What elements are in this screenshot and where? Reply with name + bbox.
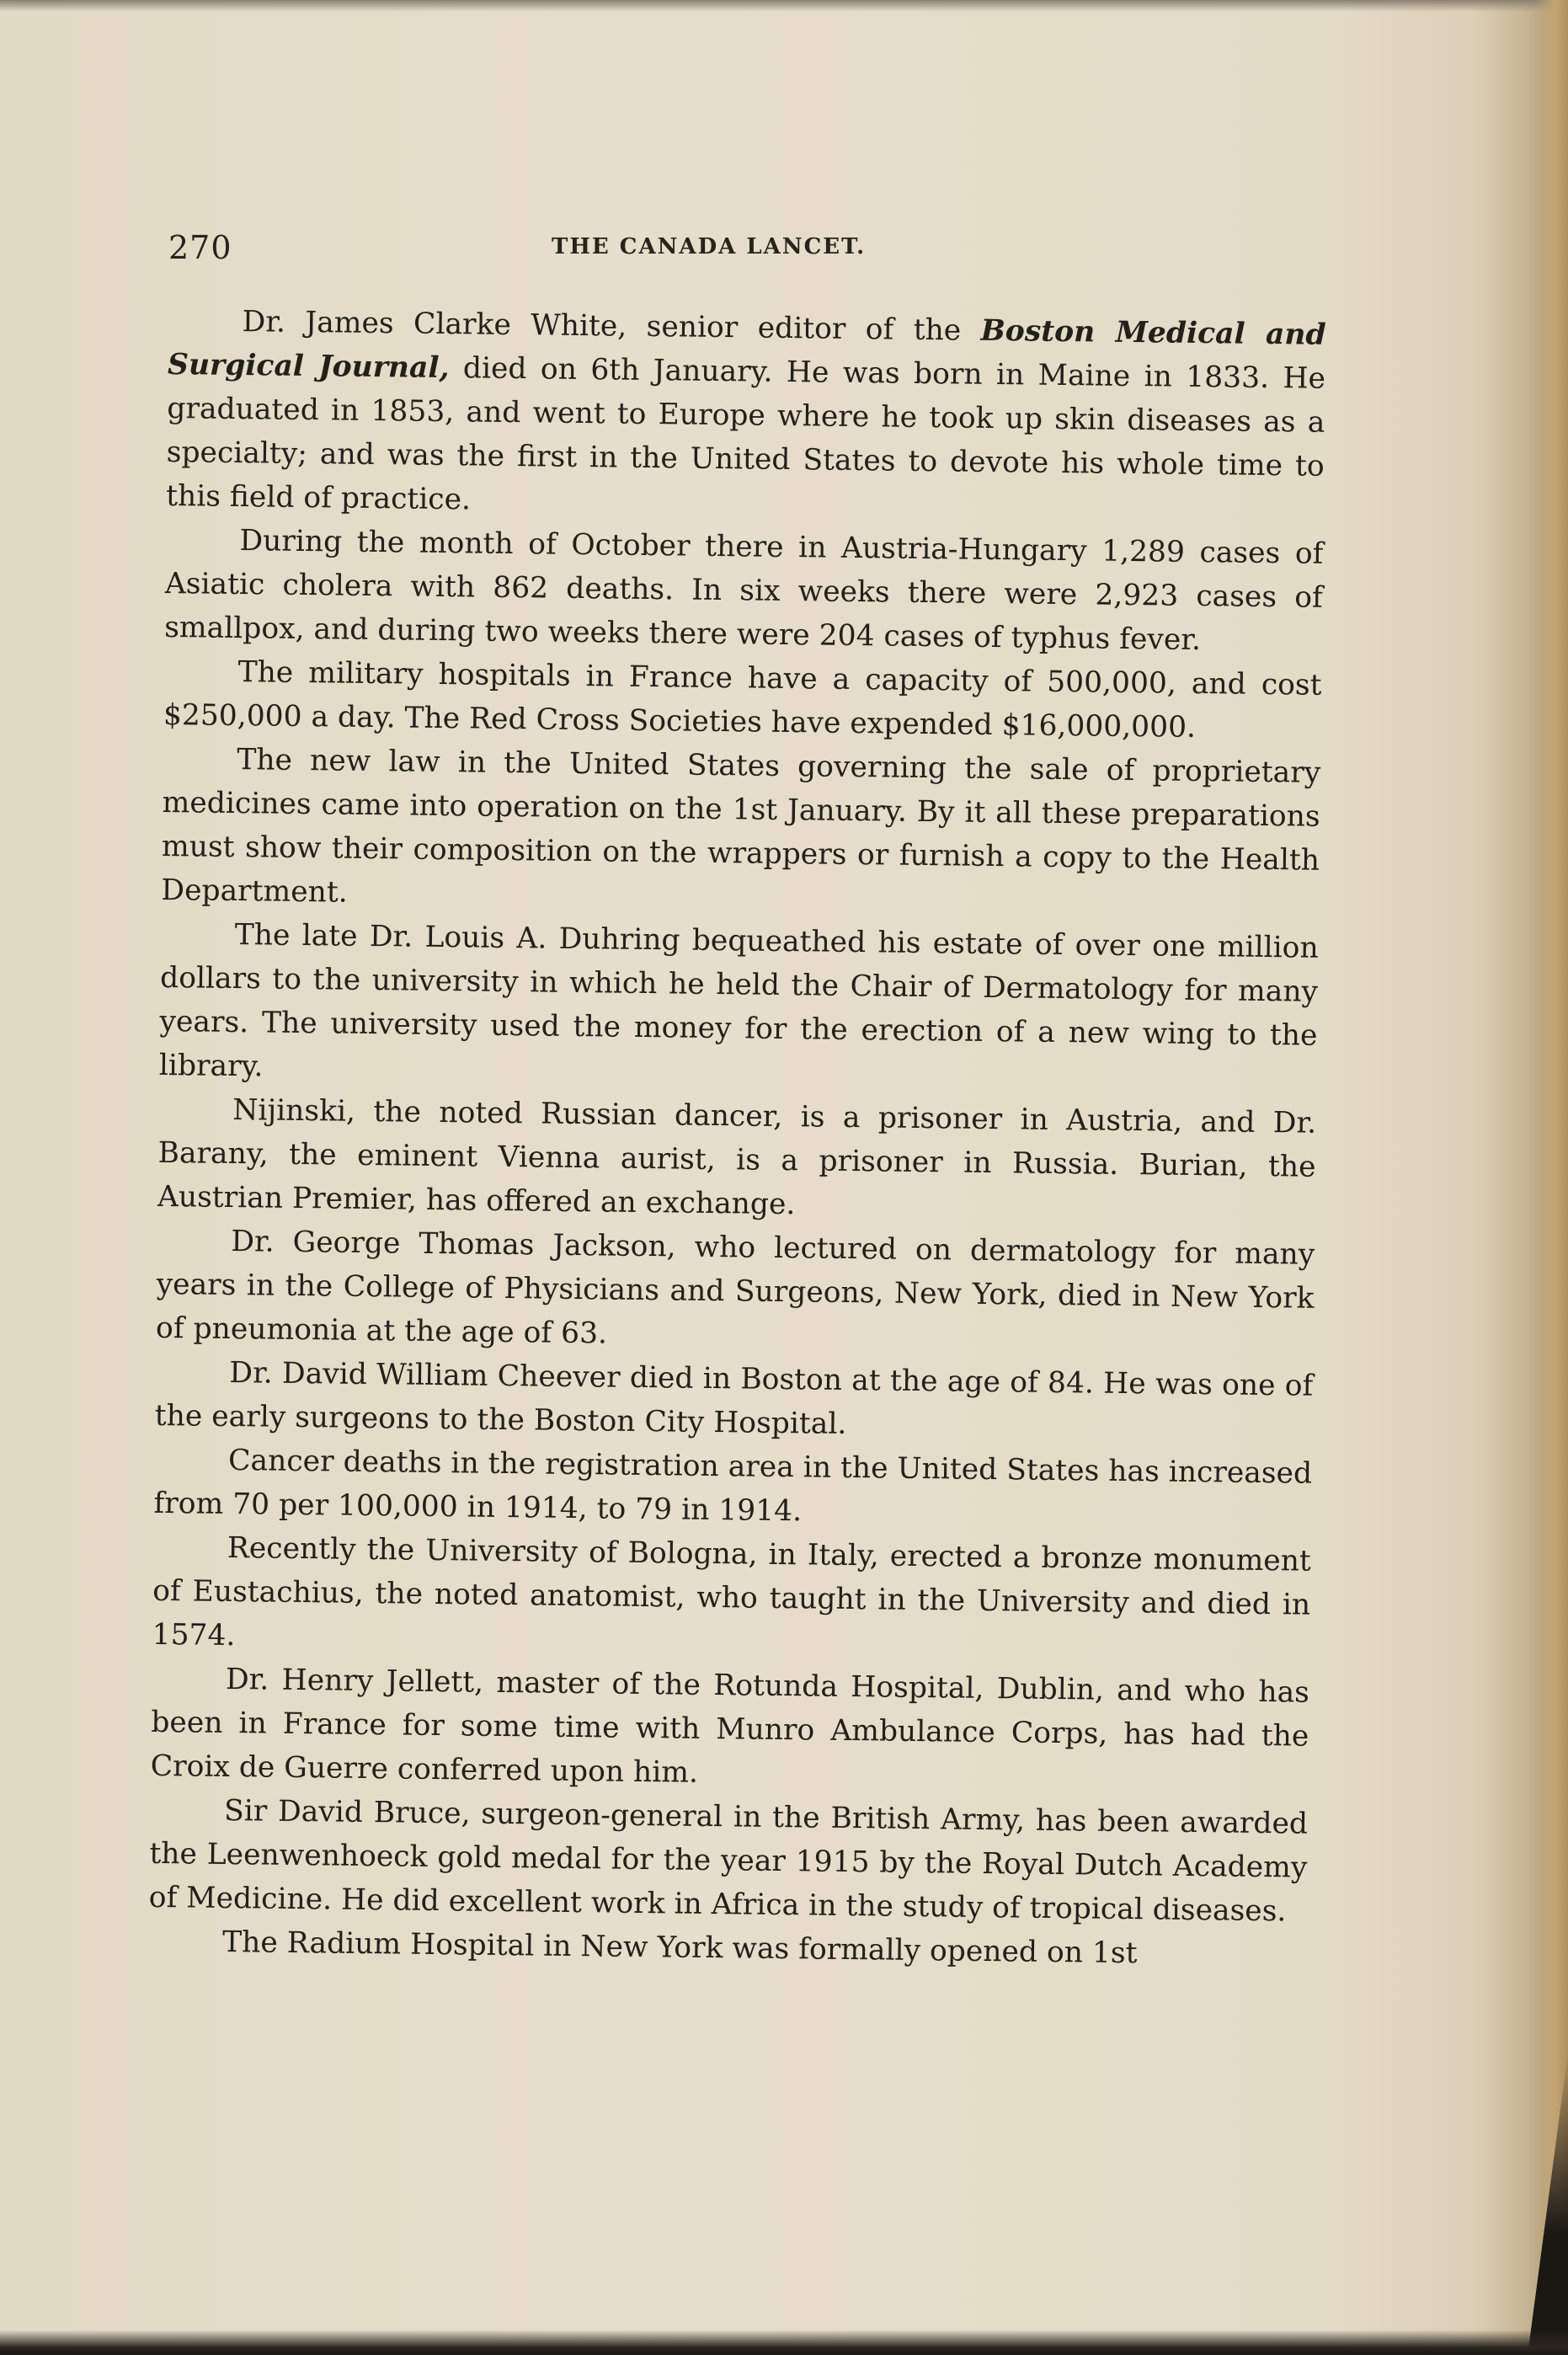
running-header <box>168 229 1331 280</box>
paragraph-proprietary-medicines-law: The new law in the United States governing the sale of proprietary medicines came into operation on the 1st January. By it all these preparations must show their composition on the wrappers or furnish a copy to the Health Department. <box>161 743 1321 910</box>
page-bottom-edge <box>0 2330 1568 2355</box>
paragraph-eustachius-monument: Recently the University of Bologna, in Italy, erected a bronze monument of Eustachius, the noted anatomist, who taught in the University and died in 1574. <box>152 1530 1312 1653</box>
top-edge-shadow <box>0 0 1568 12</box>
page-right-edge <box>1534 0 1568 2355</box>
paragraph-george-thomas-jackson: Dr. George Thomas Jackson, who lectured on dermatology for many years in the College of Physicians and Surgeons, New York, died in New York of pneumonia at the age of 63. <box>155 1224 1315 1351</box>
paragraph-henry-jellett: Dr. Henry Jellett, master of the Rotunda Hospital, Dublin, and who has been in France for some time with Munro Ambulance Corps, has had the Croix de Guerre conferred upon him. <box>150 1662 1310 1790</box>
paragraph-military-hospitals-france: The military hospitals in France have a capacity of 500,000, and cost $250,000 a day. The Red Cross Societies have expended $16,000,000. <box>163 655 1322 745</box>
paragraph-david-bruce-medal: Sir David Bruce, surgeon-general in the British Army, has been awarded the Leenwenhoeck gold medal for the year 1915 by the Royal Dutch Academy of Medicine. He did excellent work in Africa in the study of tropical diseases. <box>148 1793 1309 1929</box>
page-number: 270 <box>168 229 232 266</box>
paragraph-text: Dr. James Clarke White, senior editor of the <box>242 305 981 348</box>
paragraph-radium-hospital: The Radium Hospital in New York was formally opened on 1st <box>221 1925 1138 1971</box>
paragraph-louis-duhring-bequest: The late Dr. Louis A. Duhring bequeathed his estate of over one million dollars to the university in which he held the Chair of Dermatology for many years. The university used the money for the erection of a new wing to the library. <box>158 918 1319 1084</box>
paragraph-james-clarke-white <box>166 299 1326 532</box>
article-body <box>148 299 1326 1978</box>
paragraph-text: died on 6th January. He was born in Maine in 1833. He graduated in 1853, and went to Europe where he took up skin diseases as a specialty; and was the first in the United States to devote his whole time to this field of practice. <box>165 351 1326 517</box>
paragraph-nijinski-barany-exchange: Nijinski, the noted Russian dancer, is a prisoner in Austria, and Dr. Barany, the eminent Vienna aurist, is a prisoner in Russia. Burian, the Austrian Premier, has offered an exchange. <box>157 1093 1317 1222</box>
journal-title: Boston Medical and Surgical Journal, <box>167 313 1326 386</box>
paragraph-david-william-cheever: Dr. David William Cheever died in Boston at the age of 84. He was one of the early surgeons to the Boston City Hospital. <box>154 1355 1314 1441</box>
running-title: THE CANADA LANCET. <box>552 234 867 259</box>
paragraph-austria-hungary-cholera: During the month of October there in Austria-Hungary 1,289 cases of Asiatic cholera with 862 deaths. In six weeks there were 2,923 cases of smallpox, and during two weeks there were 204 cases of typhus fever. <box>163 524 1324 658</box>
paragraph-cancer-deaths: Cancer deaths in the registration area in the United States has increased from 70 per 100,000 in 1914, to 79 in 1914. <box>153 1443 1313 1529</box>
